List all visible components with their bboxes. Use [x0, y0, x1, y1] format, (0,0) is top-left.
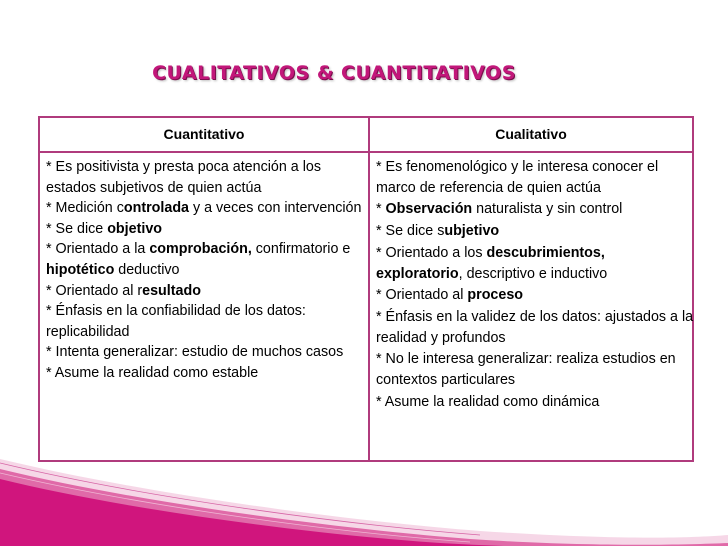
comparison-table — [38, 116, 694, 462]
list-item: * Orientado a los descubrimientos, exploratorio, descriptivo e inductivo — [376, 244, 608, 282]
column-divider — [368, 118, 370, 460]
list-item: * Orientado a la comprobación, confirmatorio e hipotético deductivo — [46, 241, 351, 278]
decorative-ribbon — [0, 455, 728, 546]
list-item: * Intenta generalizar: estudio de muchos casos — [46, 344, 344, 361]
list-item: * Énfasis en la validez de los datos: ajustados a la realidad y profundos — [376, 309, 694, 346]
list-item: * Se dice objetivo — [46, 220, 163, 237]
list-item: * Orientado al resultado — [46, 282, 201, 299]
list-item: * Énfasis en la confiabilidad de los datos: replicabilidad — [46, 303, 306, 340]
list-item: * Es fenomenológico y le interesa conocer el marco de referencia de quien actúa — [376, 159, 659, 196]
list-item: * Medición controlada y a veces con intervención — [46, 200, 362, 217]
list-item: * Asume la realidad como dinámica — [376, 393, 600, 410]
cuantitativo-column — [46, 157, 366, 384]
list-item: * Es positivista y presta poca atención a los estados subjetivos de quien actúa — [46, 159, 321, 196]
list-item: * Orientado al proceso — [376, 287, 524, 304]
header-cuantitativo: Cuantitativo — [163, 126, 245, 142]
table-header-row — [40, 118, 692, 153]
header-cualitativo: Cualitativo — [495, 126, 567, 142]
cualitativo-column — [376, 157, 694, 414]
list-item: * Asume la realidad como estable — [46, 364, 259, 381]
slide-title: CUALITATIVOS & CUANTITATIVOS — [152, 62, 516, 84]
list-item: * No le interesa generalizar: realiza estudios en contextos particulares — [376, 351, 676, 389]
list-item: * Se dice subjetivo — [376, 223, 500, 240]
list-item: * Observación naturalista y sin control — [376, 201, 623, 218]
